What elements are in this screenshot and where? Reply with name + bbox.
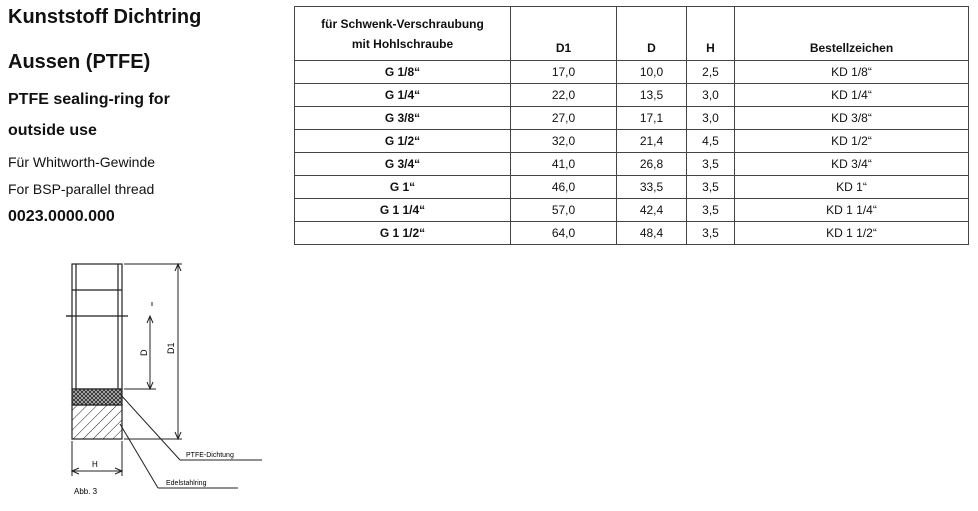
label-ptfe-seal: PTFE-Dichtung — [186, 452, 234, 459]
title-en-line1: PTFE sealing-ring for — [8, 91, 170, 108]
dimension-h — [72, 441, 122, 476]
cell-d: 42,4 — [617, 199, 687, 222]
label-steel-ring: Edelstahlring — [166, 480, 207, 487]
table-row — [295, 130, 969, 153]
cell-order: KD 1 1/2“ — [735, 222, 969, 245]
label-d1: D1 — [166, 342, 176, 354]
cell-h: 3,5 — [687, 222, 735, 245]
cell-h: 3,0 — [687, 107, 735, 130]
header-order-code: Bestellzeichen — [735, 7, 969, 61]
cell-d: 48,4 — [617, 222, 687, 245]
cell-d1: 22,0 — [511, 84, 617, 107]
cell-d1: 17,0 — [511, 61, 617, 84]
title-de-line2: Aussen (PTFE) — [8, 51, 151, 73]
table-row — [295, 222, 969, 245]
header-d: D — [617, 7, 687, 61]
table-row — [295, 107, 969, 130]
description-en: For BSP-parallel thread — [8, 181, 155, 197]
cell-order: KD 3/8“ — [735, 107, 969, 130]
table-row — [295, 176, 969, 199]
article-number: 0023.0000.000 — [8, 208, 115, 225]
cell-h: 2,5 — [687, 61, 735, 84]
label-figure: Abb. 3 — [74, 487, 98, 496]
cell-d: 17,1 — [617, 107, 687, 130]
header-h: H — [687, 7, 735, 61]
cell-d1: 41,0 — [511, 153, 617, 176]
cell-thread: G 3/4“ — [295, 153, 511, 176]
cell-order: KD 3/4“ — [735, 153, 969, 176]
cell-thread: G 1 1/4“ — [295, 199, 511, 222]
label-h: H — [92, 460, 98, 469]
leader-lines — [120, 394, 262, 488]
title-de-line1: Kunststoff Dichtring — [8, 6, 202, 28]
title-en-line2: outside use — [8, 122, 97, 139]
cell-d1: 32,0 — [511, 130, 617, 153]
table-row — [295, 199, 969, 222]
cell-h: 3,5 — [687, 176, 735, 199]
cell-thread: G 1“ — [295, 176, 511, 199]
cell-order: KD 1/4“ — [735, 84, 969, 107]
table-body — [295, 61, 969, 245]
cell-h: 3,0 — [687, 84, 735, 107]
cell-order: KD 1 1/4“ — [735, 199, 969, 222]
label-d: D — [139, 349, 149, 356]
cell-h: 3,5 — [687, 153, 735, 176]
table-row — [295, 84, 969, 107]
cell-d1: 46,0 — [511, 176, 617, 199]
dimension-table — [294, 6, 969, 245]
dimension-table-wrapper — [294, 6, 968, 245]
technical-drawing — [40, 254, 280, 504]
cell-d1: 64,0 — [511, 222, 617, 245]
cell-d: 21,4 — [617, 130, 687, 153]
cell-d1: 57,0 — [511, 199, 617, 222]
cell-thread: G 1/2“ — [295, 130, 511, 153]
header-d1: D1 — [511, 7, 617, 61]
table-row — [295, 61, 969, 84]
dimension-d — [124, 302, 156, 389]
table-row — [295, 153, 969, 176]
header-thread-line1: für Schwenk-Verschraubung — [321, 16, 484, 31]
cell-d: 33,5 — [617, 176, 687, 199]
cell-order: KD 1“ — [735, 176, 969, 199]
header-thread-line2: mit Hohlschraube — [351, 36, 454, 51]
cell-h: 4,5 — [687, 130, 735, 153]
cell-d: 10,0 — [617, 61, 687, 84]
cell-d: 26,8 — [617, 153, 687, 176]
description-de: Für Whitworth-Gewinde — [8, 154, 156, 170]
cell-thread: G 3/8“ — [295, 107, 511, 130]
steel-ring-section — [72, 405, 122, 439]
cell-d: 13,5 — [617, 84, 687, 107]
ptfe-seal-section — [72, 389, 122, 405]
part-outline — [66, 264, 128, 389]
cell-order: KD 1/2“ — [735, 130, 969, 153]
header-thread — [295, 7, 511, 61]
cell-thread: G 1 1/2“ — [295, 222, 511, 245]
cell-h: 3,5 — [687, 199, 735, 222]
cell-thread: G 1/8“ — [295, 61, 511, 84]
cell-thread: G 1/4“ — [295, 84, 511, 107]
cell-order: KD 1/8“ — [735, 61, 969, 84]
cell-d1: 27,0 — [511, 107, 617, 130]
table-header-row — [295, 7, 969, 61]
